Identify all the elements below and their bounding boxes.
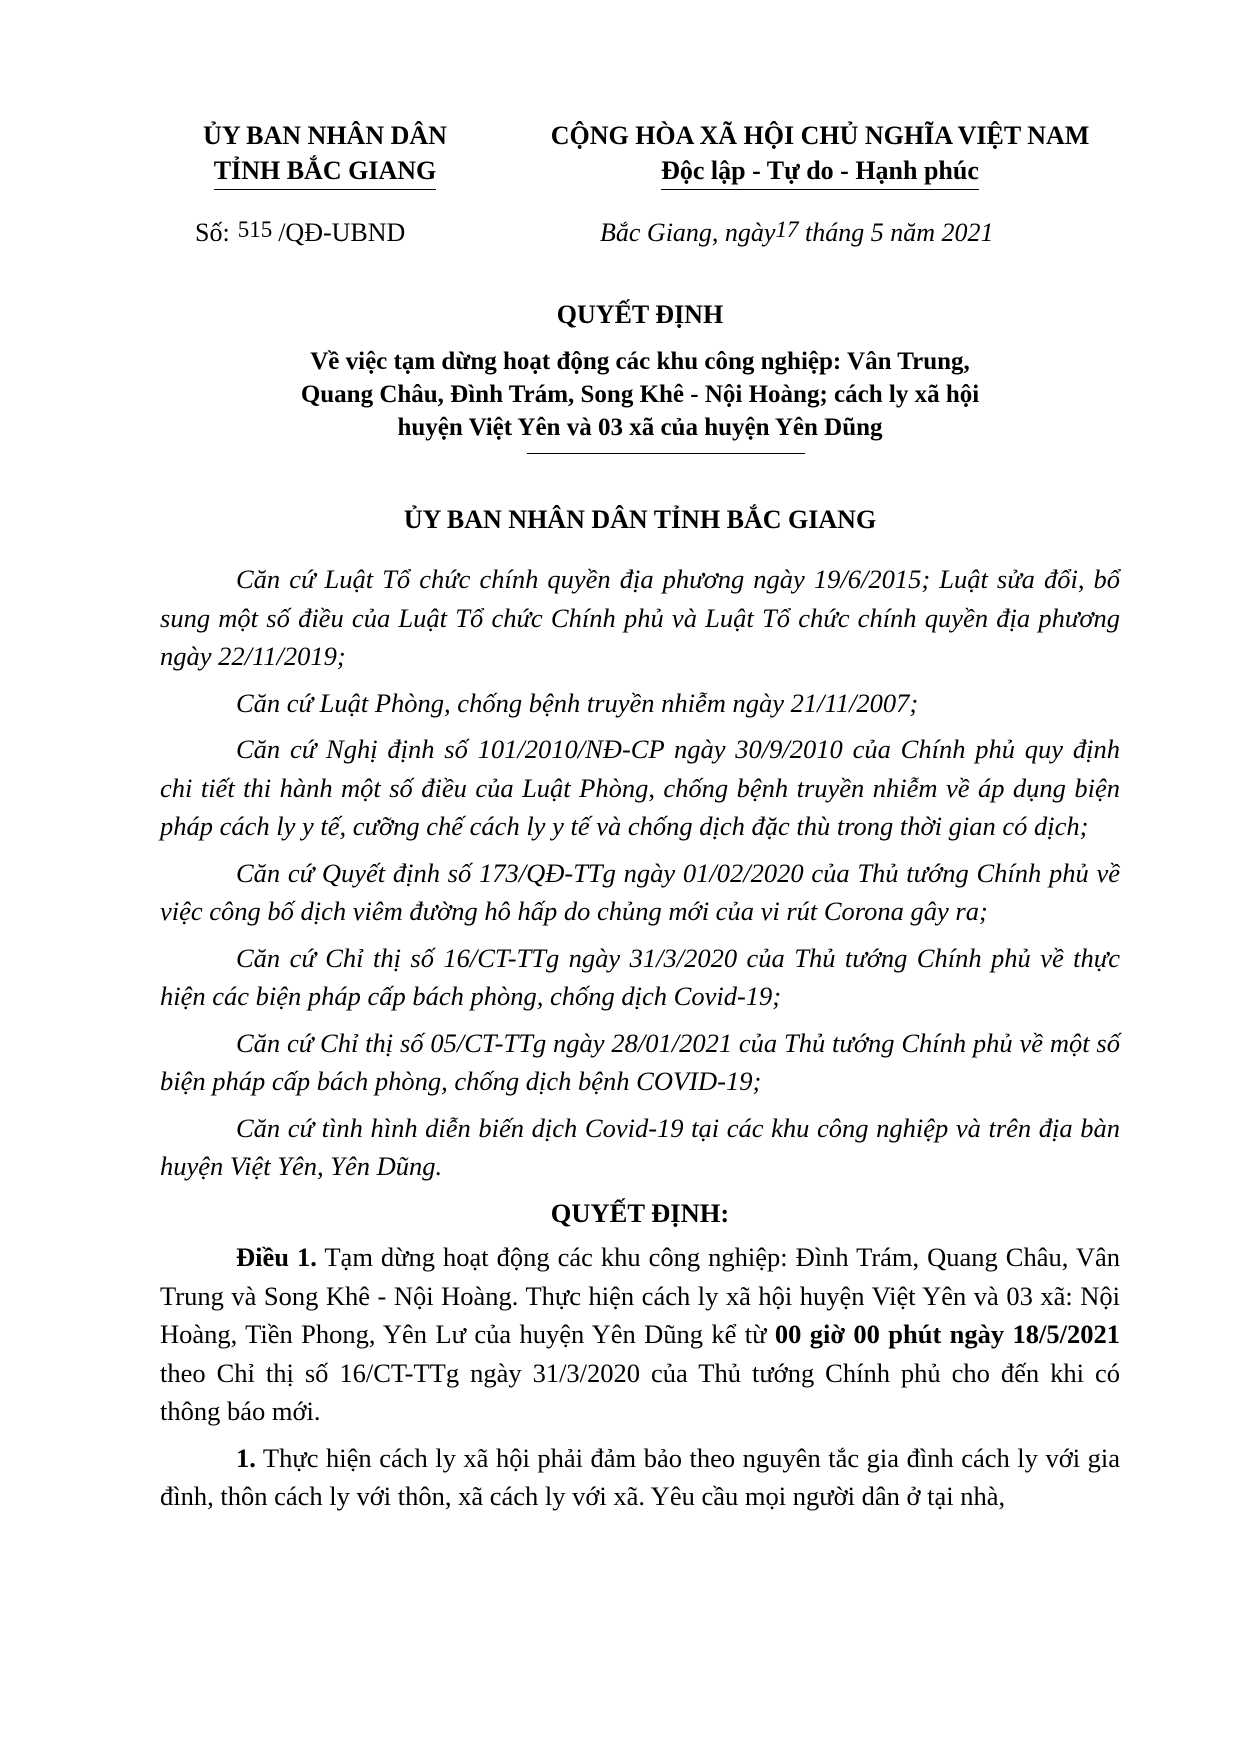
clause-1	[160, 1439, 1120, 1516]
clause-1-text: Thực hiện cách ly xã hội phải đảm bảo theo nguyên tắc gia đình cách ly với gia đình, thôn cách ly với thôn, xã cách ly với xã. Yêu cầu mọi người dân ở tại nhà,	[160, 1442, 1120, 1511]
legal-basis-1: Căn cứ Luật Tổ chức chính quyền địa phương ngày 19/6/2015; Luật sửa đổi, bổ sung một số điều của Luật Tổ chức Chính phủ và Luật Tổ chức chính quyền địa phương ngày 22/11/2019;	[160, 564, 1120, 671]
authority-heading: ỦY BAN NHÂN DÂN TỈNH BẮC GIANG	[403, 505, 877, 534]
nation-line-1: CỘNG HÒA XÃ HỘI CHỦ NGHĨA VIỆT NAM	[550, 121, 1090, 150]
nation-line-2: Độc lập - Tự do - Hạnh phúc	[661, 155, 979, 190]
legal-basis-7: Căn cứ tình hình diễn biến dịch Covid-19 tại các khu công nghiệp và trên địa bàn huyện Việt Yên, Yên Dũng.	[160, 1112, 1120, 1181]
subject-line-2: Quang Châu, Đình Trám, Song Khê - Nội Hoàng; cách ly xã hội	[300, 381, 980, 408]
legal-basis-2: Căn cứ Luật Phòng, chống bệnh truyền nhiễm ngày 21/11/2007;	[236, 687, 919, 718]
issue-date	[600, 218, 993, 248]
org-line-2: TỈNH BẮC GIANG	[214, 155, 436, 190]
article-1	[160, 1238, 1120, 1431]
legal-basis-6: Căn cứ Chỉ thị số 05/CT-TTg ngày 28/01/2021 của Thủ tướng Chính phủ về một số biện pháp cấp bách phòng, chống dịch bệnh COVID-19;	[160, 1027, 1120, 1096]
subject-divider	[527, 453, 805, 454]
number-suffix: /QĐ-UBND	[278, 218, 406, 247]
date-rest: tháng 5 năm 2021	[804, 218, 994, 247]
article-1-effective-time: 00 giờ 00 phút ngày 18/5/2021	[774, 1319, 1120, 1349]
date-prefix: Bắc Giang, ngày	[600, 218, 776, 247]
national-motto-header	[520, 118, 1120, 190]
org-line-1: ỦY BAN NHÂN DÂN	[203, 121, 447, 150]
date-day: 17	[775, 217, 799, 242]
subject-line-1: Về việc tạm dừng hoạt động các khu công nghiệp: Vân Trung,	[310, 348, 970, 375]
document-title: QUYẾT ĐỊNH	[556, 300, 724, 329]
legal-basis-5: Căn cứ Chỉ thị số 16/CT-TTg ngày 31/3/2020 của Thủ tướng Chính phủ về thực hiện các biện pháp cấp bách phòng, chống dịch Covid-19;	[160, 942, 1120, 1011]
clause-1-label: 1.	[236, 1442, 256, 1473]
legal-basis-4: Căn cứ Quyết định số 173/QĐ-TTg ngày 01/02/2020 của Thủ tướng Chính phủ về việc công bố dịch viêm đường hô hấp do chủng mới của vi rút Corona gây ra;	[160, 857, 1120, 926]
number-prefix: Số:	[195, 218, 230, 247]
document-subject	[230, 345, 1050, 444]
legal-basis-3: Căn cứ Nghị định số 101/2010/NĐ-CP ngày 30/9/2010 của Chính phủ quy định chi tiết thi hành một số điều của Luật Phòng, chống bệnh truyền nhiễm về áp dụng biện pháp cách ly y tế, cưỡng chế cách ly y tế và chống dịch đặc thù trong thời gian có dịch;	[160, 734, 1120, 841]
issuing-authority-header	[160, 118, 490, 190]
decision-heading: QUYẾT ĐỊNH:	[550, 1197, 730, 1228]
article-1-text-b: theo Chỉ thị số 16/CT-TTg ngày 31/3/2020 của Thủ tướng Chính phủ cho đến khi có thông báo mới.	[160, 1357, 1120, 1426]
document-number	[195, 218, 405, 248]
number-value: 515	[237, 217, 273, 242]
article-1-text-a: Tạm dừng hoạt động các khu công nghiệp: Đình Trám, Quang Châu, Vân Trung và Song Khê - Nội Hoàng. Thực hiện cách ly xã hội huyện Việt Yên và 03 xã: Nội Hoàng, Tiền Phong, Yên Lư của huyện Yên Dũng kể từ	[160, 1242, 1120, 1349]
article-1-label: Điều 1.	[236, 1242, 317, 1272]
document-body	[160, 560, 1120, 1524]
subject-line-3: huyện Việt Yên và 03 xã của huyện Yên Dũng	[397, 414, 883, 441]
